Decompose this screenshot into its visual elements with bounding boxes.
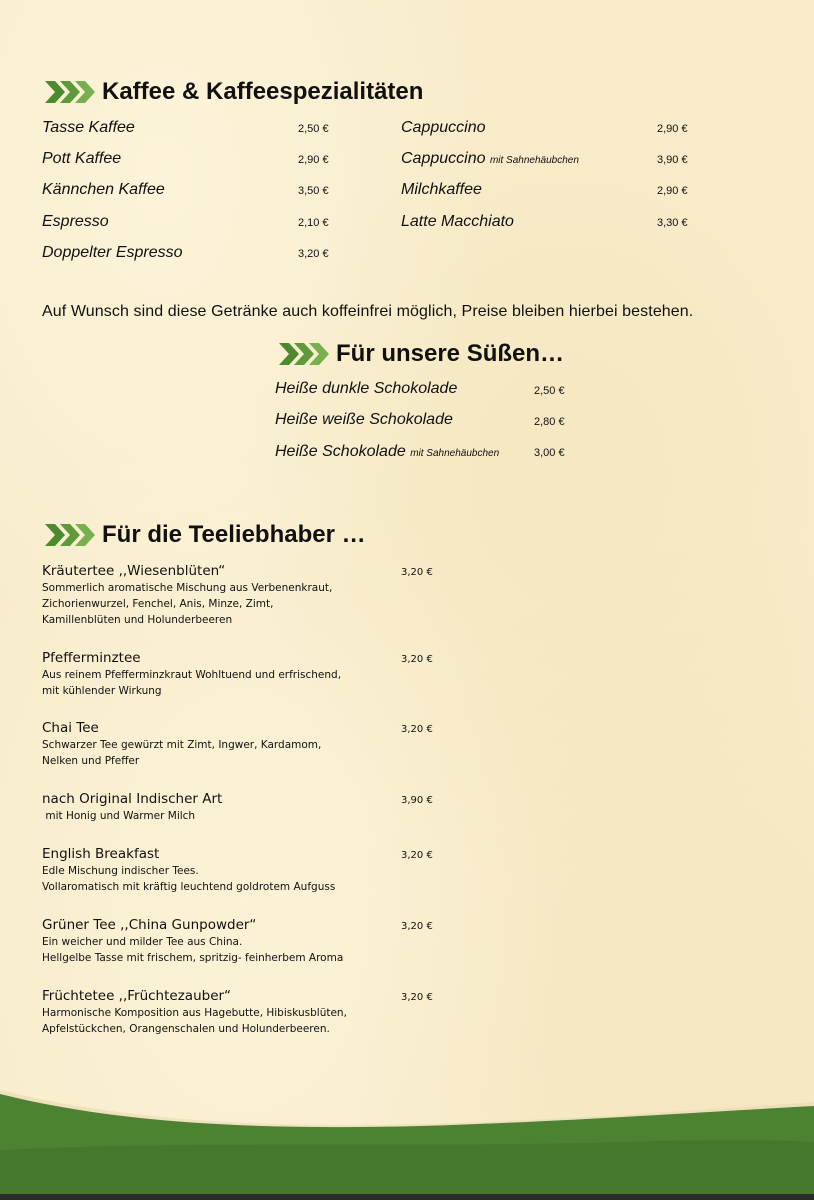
tea-heading bbox=[44, 521, 366, 549]
menu-item-price: 2,90 € bbox=[657, 123, 688, 135]
tea-description-line: Ein weicher und milder Tee aus China. bbox=[42, 936, 243, 948]
tea-price: 3,20 € bbox=[401, 850, 433, 861]
menu-item-suffix: mit Sahnehäubchen bbox=[410, 448, 500, 459]
menu-item-price: 3,50 € bbox=[298, 185, 329, 197]
tea-name: Chai Tee bbox=[42, 720, 99, 736]
tea-name: Grüner Tee ,,China Gunpowder“ bbox=[42, 917, 257, 933]
menu-item-name: Pott Kaffee bbox=[42, 150, 122, 167]
tea-description-line: Nelken und Pfeffer bbox=[42, 755, 140, 767]
tea-item bbox=[42, 791, 382, 824]
tea-item bbox=[42, 650, 382, 699]
tea-name: Pfefferminztee bbox=[42, 650, 141, 666]
chevron-right-icon bbox=[44, 81, 96, 103]
tea-name: English Breakfast bbox=[42, 846, 160, 862]
tea-price: 3,20 € bbox=[401, 724, 433, 735]
tea-description-line: Hellgelbe Tasse mit frischem, spritzig- feinherbem Aroma bbox=[42, 952, 344, 964]
tea-description-line: Sommerlich aromatische Mischung aus Verbenenkraut, bbox=[42, 582, 333, 594]
menu-item-name: Heiße weiße Schokolade bbox=[275, 411, 453, 428]
tea-item bbox=[42, 720, 382, 769]
tea-description-line: Edle Mischung indischer Tees. bbox=[42, 865, 199, 877]
menu-item-name: Milchkaffee bbox=[401, 181, 482, 198]
tea-description-line: Kamillenblüten und Holunderbeeren bbox=[42, 614, 233, 626]
chevron-right-icon bbox=[44, 524, 96, 546]
menu-item-name: Tasse Kaffee bbox=[42, 119, 135, 136]
menu-item-price: 2,80 € bbox=[534, 416, 565, 428]
menu-item-name: Espresso bbox=[42, 213, 109, 230]
chevron-right-icon bbox=[278, 343, 330, 365]
tea-price: 3,90 € bbox=[401, 795, 433, 806]
tea-description-line: mit Honig und Warmer Milch bbox=[42, 810, 196, 822]
tea-name: Kräutertee ,,Wiesenblüten“ bbox=[42, 563, 226, 579]
menu-item-price: 3,00 € bbox=[534, 447, 565, 459]
tea-item bbox=[42, 988, 382, 1037]
tea-heading-text: Für die Teeliebhaber … bbox=[102, 521, 366, 548]
tea-name: Früchtetee ,,Früchtezauber“ bbox=[42, 988, 232, 1004]
tea-description-line: Schwarzer Tee gewürzt mit Zimt, Ingwer, Kardamom, bbox=[42, 739, 322, 751]
tea-description-line: mit kühlender Wirkung bbox=[42, 685, 162, 697]
tea-price: 3,20 € bbox=[401, 654, 433, 665]
tea-price: 3,20 € bbox=[401, 992, 433, 1003]
tea-name: nach Original Indischer Art bbox=[42, 791, 223, 807]
menu-item-name: Doppelter Espresso bbox=[42, 244, 183, 261]
tea-item bbox=[42, 563, 382, 628]
green-wave-decoration bbox=[0, 1090, 814, 1200]
tea-price: 3,20 € bbox=[401, 567, 433, 578]
tea-description-line: Aus reinem Pfefferminzkraut Wohltuend und erfrischend, bbox=[42, 669, 342, 681]
tea-description-line: Apfelstückchen, Orangenschalen und Holunderbeeren. bbox=[42, 1023, 330, 1035]
menu-item-name: Cappuccino bbox=[401, 119, 486, 136]
menu-item-name: Heiße Schokolade mit Sahnehäubchen bbox=[275, 443, 500, 460]
menu-item-suffix: mit Sahnehäubchen bbox=[489, 155, 579, 166]
coffee-heading-text: Kaffee & Kaffeespezialitäten bbox=[102, 78, 424, 105]
tea-item bbox=[42, 917, 382, 966]
menu-item-name: Latte Macchiato bbox=[401, 213, 514, 230]
menu-item-name: Heiße dunkle Schokolade bbox=[275, 380, 458, 397]
decaf-note: Auf Wunsch sind diese Getränke auch koffeinfrei möglich, Preise bleiben hierbei bestehen. bbox=[42, 303, 694, 320]
menu-item-price: 2,90 € bbox=[298, 154, 329, 166]
menu-item-price: 3,30 € bbox=[657, 217, 688, 229]
sweets-heading bbox=[278, 340, 564, 368]
menu-item-name: Cappuccino mit Sahnehäubchen bbox=[401, 150, 579, 167]
tea-description-line: Vollaromatisch mit kräftig leuchtend goldrotem Aufguss bbox=[42, 881, 336, 893]
sweets-heading-text: Für unsere Süßen… bbox=[336, 340, 565, 367]
tea-item bbox=[42, 846, 382, 895]
menu-item-price: 2,50 € bbox=[534, 385, 565, 397]
menu-item-price: 2,90 € bbox=[657, 185, 688, 197]
menu-item-price: 2,50 € bbox=[298, 123, 329, 135]
tea-description-line: Harmonische Komposition aus Hagebutte, Hibiskusblüten, bbox=[42, 1007, 347, 1019]
coffee-heading bbox=[44, 78, 423, 106]
menu-item-price: 2,10 € bbox=[298, 217, 329, 229]
tea-description-line: Zichorienwurzel, Fenchel, Anis, Minze, Zimt, bbox=[42, 598, 274, 610]
menu-item-price: 3,90 € bbox=[657, 154, 688, 166]
tea-price: 3,20 € bbox=[401, 921, 433, 932]
menu-item-price: 3,20 € bbox=[298, 248, 329, 260]
menu-item-name: Kännchen Kaffee bbox=[42, 181, 165, 198]
